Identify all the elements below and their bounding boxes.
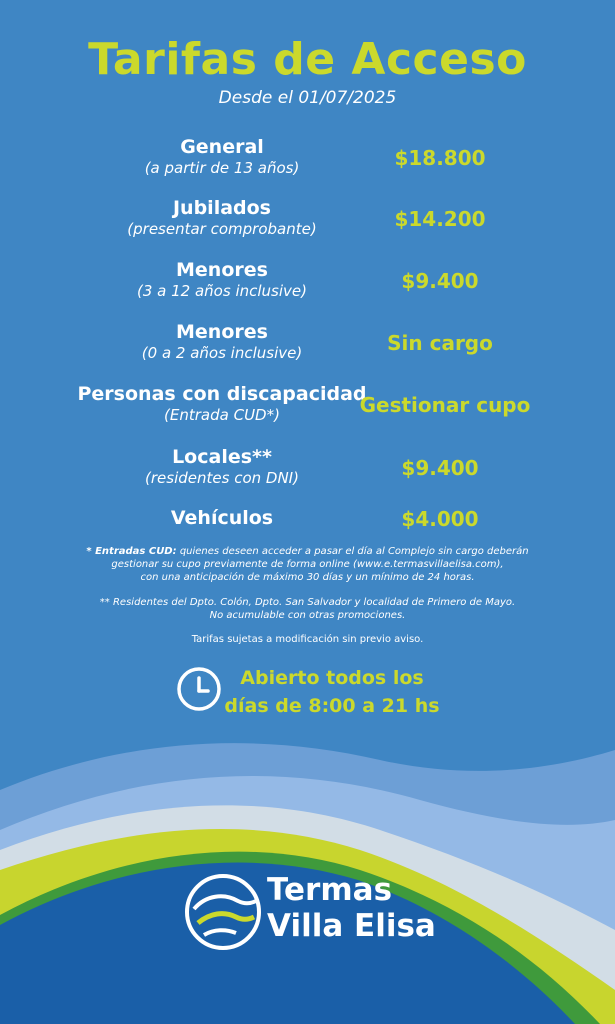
rate-name: Menores [176,259,268,281]
termas-logo-icon [184,873,262,951]
footnote-locales [40,596,575,622]
footnote-cud [40,545,575,584]
rate-note: (Entrada CUD*) [164,406,280,424]
brand-line: Termas [267,872,393,908]
rate-price: $18.800 [394,146,486,170]
rate-row-jubilados [0,197,615,247]
footnote-cud-text: quienes deseen acceder a pasar el día al Complejo sin cargo deberán [179,546,529,557]
rate-price: $14.200 [394,207,486,231]
rate-name: General [180,136,264,158]
footnote-locales-text: No acumulable con otras promociones. [209,610,406,621]
rate-note: (presentar comprobante) [127,220,317,238]
rate-row-menores-3-12 [0,259,615,309]
footnote-cud-text: gestionar su cupo previamente de forma online (www.e.termasvillaelisa.com), [111,559,504,570]
opening-hours-line: días de 8:00 a 21 hs [224,695,440,717]
rate-row-locales [0,446,615,496]
opening-hours-line: Abierto todos los [240,667,424,689]
rate-name: Personas con discapacidad [77,383,367,405]
brand-name [267,872,436,944]
disclaimer: Tarifas sujetas a modificación sin previo aviso. [191,634,424,645]
footnote-cud-text: con una anticipación de máximo 30 días y un mínimo de 24 horas. [140,572,475,583]
rate-row-discapacidad [0,383,615,433]
effective-date: Desde el 01/07/2025 [218,88,397,108]
opening-hours [222,664,442,720]
footnote-cud-label: * Entradas CUD: [86,546,177,557]
rate-name: Jubilados [172,197,271,219]
footnote-locales-text: ** Residentes del Dpto. Colón, Dpto. San Salvador y localidad de Primero de Mayo. [99,597,516,608]
rate-price: Gestionar cupo [359,393,531,417]
rate-price: $9.400 [401,269,479,293]
page-title: Tarifas de Acceso [88,34,527,85]
rate-price: Sin cargo [387,331,493,355]
rate-price: $4.000 [401,507,479,531]
rate-name: Locales** [172,446,272,468]
clock-icon [176,666,222,712]
rate-note: (3 a 12 años inclusive) [137,282,307,300]
rate-row-menores-0-2 [0,321,615,371]
rate-note: (0 a 2 años inclusive) [141,344,303,362]
rate-price: $9.400 [401,456,479,480]
rate-note: (a partir de 13 años) [144,159,300,177]
brand-line: Villa Elisa [267,908,436,944]
rate-note: (residentes con DNI) [145,469,299,487]
rate-row-general [0,136,615,186]
rate-name: Vehículos [170,507,274,529]
rate-name: Menores [176,321,268,343]
